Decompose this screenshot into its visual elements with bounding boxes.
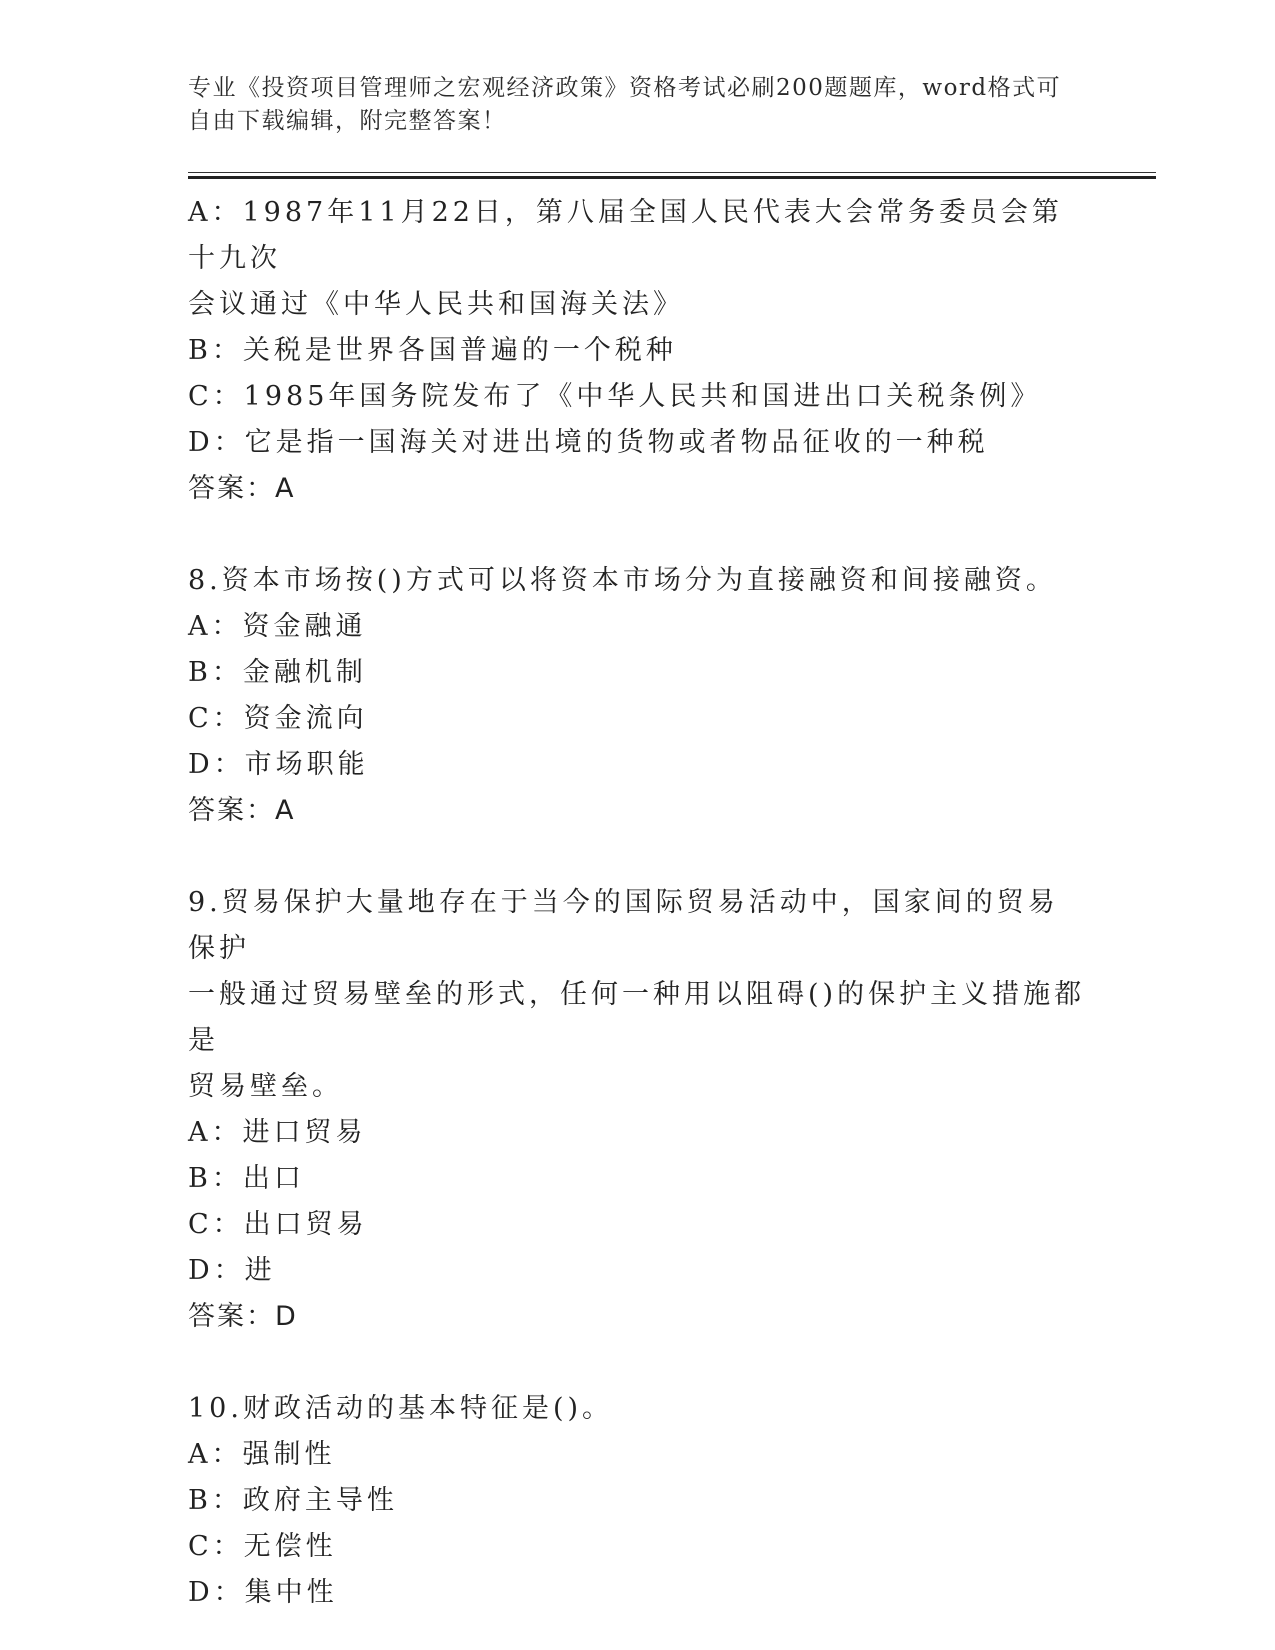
question-content bbox=[188, 190, 1088, 1616]
option-c: C：出口贸易 bbox=[188, 1209, 368, 1240]
question-stem: 8.资本市场按()方式可以将资本市场分为直接融资和间接融资。 bbox=[188, 565, 1057, 596]
option-a: A：资金融通 bbox=[188, 611, 367, 642]
option-a-line-2: 会议通过《中华人民共和国海关法》 bbox=[188, 289, 684, 320]
option-d: D：集中性 bbox=[188, 1577, 338, 1608]
option-d: D：它是指一国海关对进出境的货物或者物品征收的一种税 bbox=[188, 427, 989, 458]
question-block-8 bbox=[188, 558, 1088, 834]
question-block-10 bbox=[188, 1386, 1088, 1616]
option-c: C：无偿性 bbox=[188, 1531, 337, 1562]
question-stem-line-2: 一般通过贸易壁垒的形式，任何一种用以阻碍()的保护主义措施都是 bbox=[188, 979, 1086, 1056]
option-a-line-1: A：1987年11月22日，第八届全国人民代表大会常务委员会第十九次 bbox=[188, 197, 1063, 274]
header-rule-thin bbox=[188, 172, 1156, 173]
option-d: D：进 bbox=[188, 1255, 276, 1286]
question-stem: 10.财政活动的基本特征是()。 bbox=[188, 1393, 614, 1424]
spacer bbox=[188, 834, 1088, 880]
header-line-1: 专业《投资项目管理师之宏观经济政策》资格考试必刷200题题库，word格式可 bbox=[188, 75, 1062, 101]
answer: 答案：A bbox=[188, 795, 296, 826]
answer: 答案：D bbox=[188, 1301, 298, 1332]
spacer bbox=[188, 1340, 1088, 1386]
option-b: B：政府主导性 bbox=[188, 1485, 398, 1516]
option-b: B：金融机制 bbox=[188, 657, 367, 688]
question-stem-line-3: 贸易壁垒。 bbox=[188, 1071, 343, 1102]
option-a: A：强制性 bbox=[188, 1439, 336, 1470]
option-d: D：市场职能 bbox=[188, 749, 369, 780]
answer: 答案：A bbox=[188, 473, 296, 504]
spacer bbox=[188, 512, 1088, 558]
option-c: C：资金流向 bbox=[188, 703, 368, 734]
header-rule-thick bbox=[188, 176, 1156, 179]
option-a: A：进口贸易 bbox=[188, 1117, 367, 1148]
option-c: C：1985年国务院发布了《中华人民共和国进出口关税条例》 bbox=[188, 381, 1042, 412]
option-b: B：关税是世界各国普遍的一个税种 bbox=[188, 335, 677, 366]
question-block-9 bbox=[188, 880, 1088, 1340]
option-b: B：出口 bbox=[188, 1163, 305, 1194]
document-header bbox=[188, 72, 1068, 138]
header-line-2: 自由下载编辑，附完整答案！ bbox=[188, 108, 507, 134]
question-stem-line-1: 9.贸易保护大量地存在于当今的国际贸易活动中，国家间的贸易保护 bbox=[188, 887, 1059, 964]
prev-question-block bbox=[188, 190, 1088, 512]
